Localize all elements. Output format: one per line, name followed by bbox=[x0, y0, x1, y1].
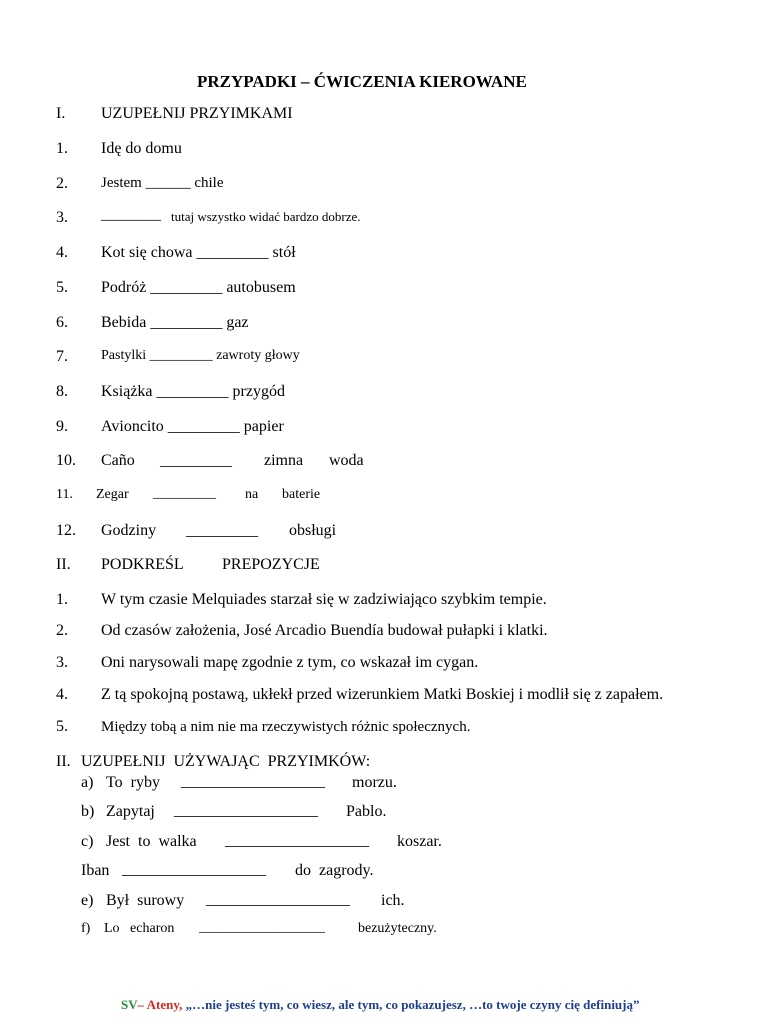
sentence-text: W tym czasie Melquiades starzał się w zadziwiająco szybkim tempie. bbox=[101, 591, 547, 608]
item-number: 6. bbox=[56, 314, 68, 331]
sentence-text: Od czasów założenia, José Arcadio Buendía budował pułapki i klatki. bbox=[101, 622, 548, 639]
section-2-number: II. bbox=[56, 556, 71, 573]
blank-line: _________ bbox=[160, 452, 232, 469]
item-label: e) bbox=[81, 892, 94, 909]
exercise-text: koszar. bbox=[397, 833, 442, 850]
exercise-text: morzu. bbox=[352, 774, 397, 791]
item-number: 4. bbox=[56, 686, 68, 703]
item-label: c) bbox=[81, 833, 94, 850]
item-number: 10. bbox=[56, 452, 76, 469]
footer-city: Ateny, bbox=[146, 997, 183, 1012]
exercise-word: Caño bbox=[101, 452, 135, 469]
item-label: b) bbox=[81, 803, 95, 820]
exercise-text: Bebida _________ gaz bbox=[101, 314, 249, 331]
exercise-text: Był surowy bbox=[106, 892, 185, 909]
item-number: 5. bbox=[56, 279, 68, 296]
item-number: 7. bbox=[56, 348, 68, 365]
item-number: 4. bbox=[56, 244, 68, 261]
blank-line: __________________ bbox=[206, 891, 350, 908]
sentence-text: Między tobą a nim nie ma rzeczywistych różnic społecznych. bbox=[101, 719, 471, 735]
exercise-text: To ryby bbox=[106, 774, 160, 791]
item-number: 12. bbox=[56, 522, 76, 539]
blank-line: __________________ bbox=[181, 773, 325, 790]
item-number: 9. bbox=[56, 418, 68, 435]
footer-sv: SV bbox=[121, 997, 138, 1012]
blank-line: _________ bbox=[186, 522, 258, 539]
section-3-heading: UZUPEŁNIJ UŻYWAJĄC PRZYIMKÓW: bbox=[81, 753, 371, 770]
section-2-heading: PREPOZYCJE bbox=[222, 556, 320, 573]
blank-line: _________ bbox=[153, 486, 216, 501]
exercise-text: Pablo. bbox=[346, 803, 387, 820]
exercise-word: obsługi bbox=[289, 522, 337, 539]
exercise-text: Pastylki _________ zawroty głowy bbox=[101, 348, 300, 363]
item-number: 5. bbox=[56, 718, 68, 735]
blank-line: __________________ bbox=[122, 861, 266, 878]
blank-line: __________________ bbox=[199, 920, 325, 935]
exercise-word: woda bbox=[329, 452, 364, 469]
exercise-word: zimna bbox=[264, 452, 304, 469]
item-number: 2. bbox=[56, 622, 68, 639]
blank-line: __________________ bbox=[174, 802, 318, 819]
footer-quote-text: „…nie jesteś tym, co wiesz, ale tym, co pokazujesz, …to twoje czyny cię definiują” bbox=[182, 997, 640, 1012]
exercise-word: baterie bbox=[282, 487, 321, 502]
exercise-text: Podróż _________ autobusem bbox=[101, 279, 296, 296]
exercise-word: na bbox=[245, 487, 259, 502]
item-number: 1. bbox=[56, 140, 68, 157]
exercise-text: Kot się chowa _________ stół bbox=[101, 244, 296, 261]
item-label: f) bbox=[81, 921, 91, 936]
item-label: a) bbox=[81, 774, 94, 791]
section-1-number: I. bbox=[56, 105, 66, 122]
exercise-text: ich. bbox=[381, 892, 405, 909]
exercise-text: bezużyteczny. bbox=[358, 921, 437, 936]
sentence-text: Oni narysowali mapę zgodnie z tym, co wskazał im cygan. bbox=[101, 654, 479, 671]
exercise-text: Idę do domu bbox=[101, 140, 182, 157]
section-2-heading: PODKREŚL bbox=[101, 556, 184, 573]
exercise-text: Iban bbox=[81, 862, 110, 879]
footer-quote bbox=[121, 998, 640, 1011]
exercise-text: Avioncito _________ papier bbox=[101, 418, 284, 435]
sentence-text: Z tą spokojną postawą, ukłekł przed wizerunkiem Matki Boskiej i modlił się z zapałem. bbox=[101, 686, 664, 703]
exercise-text: Jest to walka bbox=[106, 833, 197, 850]
exercise-text: tutaj wszystko widać bardzo dobrze. bbox=[171, 209, 361, 224]
item-number: 8. bbox=[56, 383, 68, 400]
item-number: 1. bbox=[56, 591, 68, 608]
exercise-word: Godziny bbox=[101, 522, 157, 539]
exercise-text: Lo echaron bbox=[104, 921, 175, 936]
section-1-heading: UZUPEŁNIJ PRZYIMKAMI bbox=[101, 105, 293, 122]
item-number: 2. bbox=[56, 175, 68, 192]
item-number: 3. bbox=[56, 209, 68, 226]
exercise-text: Jestem ______ chile bbox=[101, 175, 224, 191]
footer-dash: – bbox=[137, 997, 147, 1012]
item-number: 11. bbox=[56, 487, 73, 502]
blank-line: __________________ bbox=[225, 832, 369, 849]
exercise-text: do zagrody. bbox=[295, 862, 374, 879]
exercise-text: Książka _________ przygód bbox=[101, 383, 285, 400]
exercise-text: Zapytaj bbox=[106, 803, 155, 820]
blank-line: ________ bbox=[101, 207, 161, 223]
section-3-number: II. bbox=[56, 753, 71, 770]
page-title: PRZYPADKI – ĆWICZENIA KIEROWANE bbox=[197, 72, 527, 91]
exercise-word: Zegar bbox=[96, 487, 129, 502]
item-number: 3. bbox=[56, 654, 68, 671]
